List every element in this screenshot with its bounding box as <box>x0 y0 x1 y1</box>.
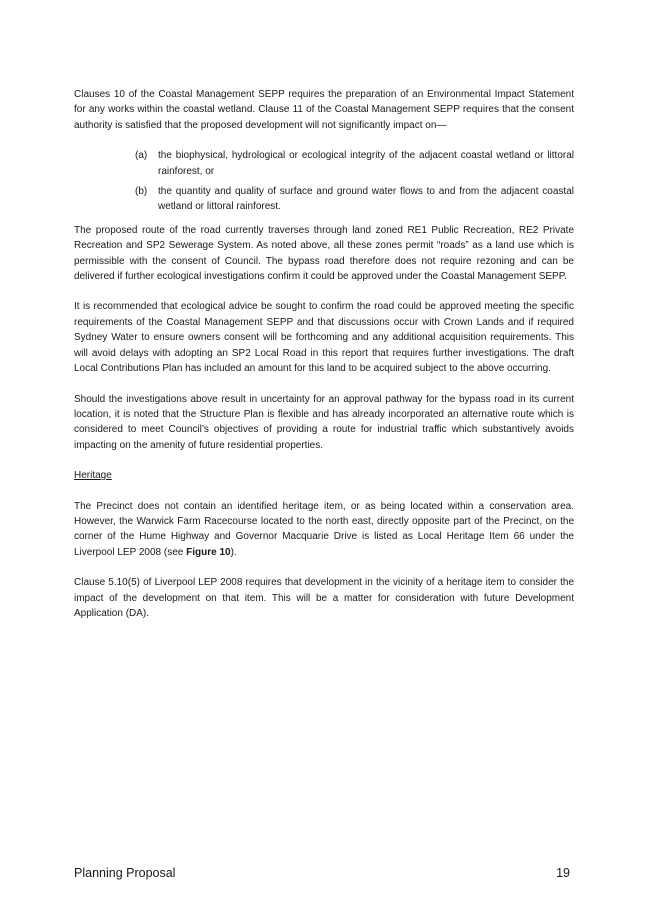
list-item-text: the biophysical, hydrological or ecological integrity of the adjacent coastal wetland or littoral rainforest, or <box>158 150 574 177</box>
paragraph-road-route: The proposed route of the road currently traverses through land zoned RE1 Public Recreation, RE2 Private Recreation and SP2 Sewerage System. As noted above, all these zones permit “roads” as a land use which is permissible with the consent of Council. The bypass road therefore does not require rezoning and can be delivered if further ecological investigations confirm it could be approved under the Coastal Management SEPP. <box>74 224 574 283</box>
list-item-text: the quantity and quality of surface and ground water flows to and from the adjacent coastal wetland or littoral rainforest. <box>158 186 574 213</box>
list-marker: (a) <box>135 150 148 162</box>
paragraph-alternative-route: Should the investigations above result in uncertainty for an approval pathway for the bypass road in its current location, it is noted that the Structure Plan is flexible and has already incorporated an alternative route which is considered to meet Council’s objectives of providing a route for industrial traffic which substantively avoids impacting on the amenity of future residential properties. <box>74 393 574 451</box>
heritage-text-start: The Precinct does not contain an identified heritage item, or as being located within a conservation area. However, the Warwick Farm Racecourse located to the north east, directly opposite part of the Precinct, on the corner of the Hume Highway and Governor Macquarie Drive is listed as Local Heritage Item 66 under the Liverpool LEP 2008 (see <box>74 500 574 558</box>
paragraph-heritage-item <box>74 499 574 561</box>
list-marker: (b) <box>135 186 148 198</box>
paragraph-coastal-sepp: Clauses 10 of the Coastal Management SEPP requires the preparation of an Environmental Impact Statement for any works within the coastal wetland. Clause 11 of the Coastal Management SEPP requires that the consent authority is satisfied that the proposed development will not significantly impact on— <box>74 89 574 131</box>
body-text <box>74 87 574 636</box>
footer-page-number: 19 <box>556 866 570 880</box>
heritage-text-end: ). <box>230 546 237 558</box>
section-heading-heritage: Heritage <box>74 470 112 482</box>
list-item <box>74 184 574 215</box>
figure-reference: Figure 10 <box>186 546 231 558</box>
paragraph-ecological-advice: It is recommended that ecological advice be sought to confirm the road could be approved meeting the specific requirements of the Coastal Management SEPP and that discussions occur with Crown Lands and if required Sydney Water to ensure owners consent will be forthcoming and any additional acquisition requirements. This will avoid delays with adopting an SP2 Local Road in this report that requires further investigations. The draft Local Contributions Plan has included an amount for this land to be acquired subject to the above occurring. <box>74 301 574 375</box>
list-item <box>74 148 574 179</box>
paragraph-lep-clause: Clause 5.10(5) of Liverpool LEP 2008 requires that development in the vicinity of a heritage item to consider the impact of the development on that item. This will be a matter for consideration with future Development Application (DA). <box>74 577 574 619</box>
impact-criteria-list <box>74 148 574 215</box>
footer-document-title: Planning Proposal <box>74 866 176 880</box>
